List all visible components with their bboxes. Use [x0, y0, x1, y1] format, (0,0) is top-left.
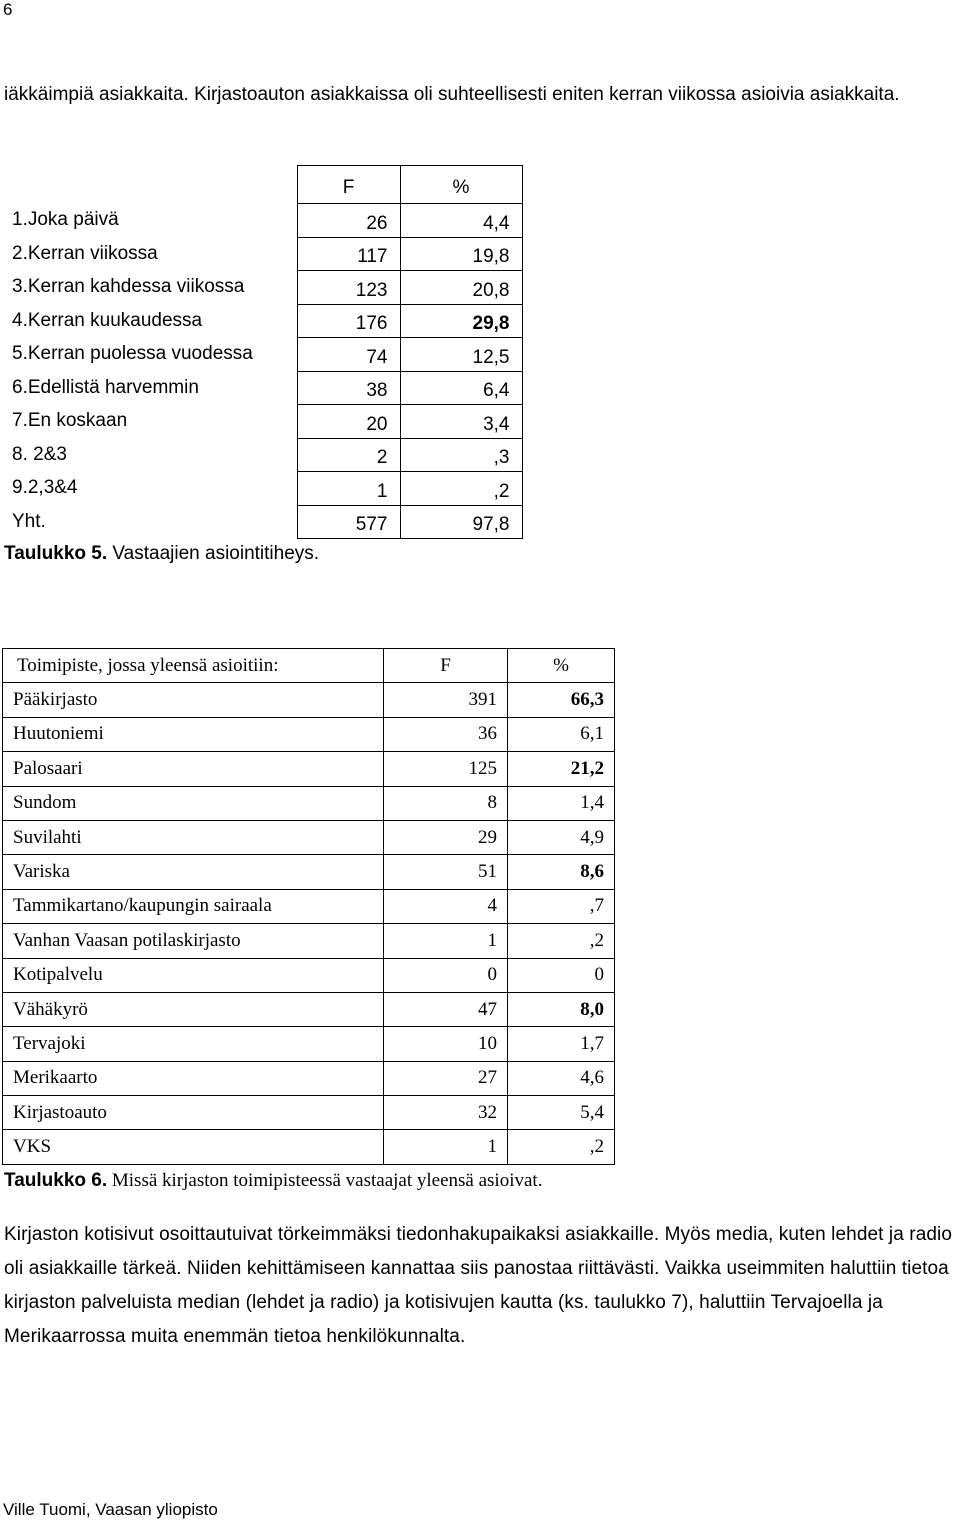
row-frequency: 117	[297, 237, 400, 271]
row-percent: ,2	[508, 924, 615, 958]
row-frequency: 32	[384, 1096, 508, 1130]
table-6-header-f: F	[384, 649, 508, 683]
row-percent: 20,8	[400, 271, 522, 305]
row-frequency: 29	[384, 820, 508, 854]
row-frequency: 123	[297, 271, 400, 305]
row-percent: 3,4	[400, 405, 522, 439]
body-paragraph: Kirjaston kotisivut osoittautuivat törkeimmäksi tiedonhakupaikaksi asiakkaille. Myös media, kuten lehdet ja radio oli asiakkaille tärkeä. Niiden kehittämiseen kannattaa siis panostaa riittävästi. Vaikka useimmiten haluttiin tietoa kirjaston palveluista median (lehdet ja radio) ja kotisivujen kautta (ks. taulukko 7), haluttiin Tervajoella ja Merikaarrossa muita enemmän tietoa henkilökunnalta.	[4, 1224, 953, 1347]
row-frequency: 36	[384, 717, 508, 751]
row-frequency: 125	[384, 752, 508, 786]
row-percent: 97,8	[400, 505, 522, 539]
row-percent: 8,6	[508, 855, 615, 889]
table-6-header-label: Toimipiste, jossa yleensä asioitiin:	[3, 649, 384, 683]
row-frequency: 20	[297, 405, 400, 439]
table-row	[3, 717, 615, 751]
table-row	[3, 992, 615, 1026]
table-5-caption-text: Vastaajien asiointitiheys.	[107, 543, 320, 564]
row-frequency: 1	[384, 924, 508, 958]
row-percent: 21,2	[508, 752, 615, 786]
row-label: 3.Kerran kahdessa viikossa	[12, 276, 245, 298]
row-label: Pääkirjasto	[3, 683, 384, 717]
row-label: Sundom	[3, 786, 384, 820]
row-frequency: 47	[384, 992, 508, 1026]
row-frequency: 176	[297, 304, 400, 338]
row-frequency: 4	[384, 889, 508, 923]
table-5-header-pct: %	[400, 166, 522, 204]
row-label: Suvilahti	[3, 820, 384, 854]
row-percent: 5,4	[508, 1096, 615, 1130]
row-frequency: 26	[297, 204, 400, 238]
row-label: 4.Kerran kuukaudessa	[12, 309, 203, 331]
row-frequency: 74	[297, 338, 400, 372]
table-5-caption-label: Taulukko 5.	[4, 543, 108, 564]
table-row	[3, 958, 615, 992]
table-row	[3, 1130, 615, 1164]
row-frequency: 38	[297, 371, 400, 405]
row-frequency: 2	[297, 438, 400, 472]
row-percent: 4,9	[508, 820, 615, 854]
row-percent: ,7	[508, 889, 615, 923]
row-percent: 29,8	[400, 304, 522, 338]
row-frequency: 1	[384, 1130, 508, 1164]
row-frequency: 577	[297, 505, 400, 539]
row-label: Variska	[3, 855, 384, 889]
table-row	[0, 371, 522, 405]
footer-author: Ville Tuomi, Vaasan yliopisto	[3, 1500, 218, 1519]
row-percent: 6,4	[400, 371, 522, 405]
row-percent: 4,6	[508, 1061, 615, 1095]
row-label: 1.Joka päivä	[12, 209, 119, 231]
table-5-header	[0, 166, 522, 204]
row-frequency: 27	[384, 1061, 508, 1095]
table-row	[0, 304, 522, 338]
table-row	[3, 820, 615, 854]
row-label: 9.2,3&4	[12, 477, 78, 499]
row-label: VKS	[3, 1130, 384, 1164]
row-percent: 12,5	[400, 338, 522, 372]
page-number: 6	[3, 0, 13, 19]
table-6-header	[3, 649, 615, 683]
row-percent: 66,3	[508, 683, 615, 717]
table-row	[0, 472, 522, 506]
table-row	[0, 505, 522, 539]
table-row	[0, 237, 522, 271]
row-frequency: 1	[297, 472, 400, 506]
row-percent: 19,8	[400, 237, 522, 271]
row-label: 2.Kerran viikossa	[12, 242, 158, 264]
table-6	[2, 648, 615, 1165]
row-percent: 4,4	[400, 204, 522, 238]
row-percent: ,3	[400, 438, 522, 472]
table-row	[0, 438, 522, 472]
table-row	[3, 924, 615, 958]
table-row	[0, 204, 522, 238]
row-label: Merikaarto	[3, 1061, 384, 1095]
row-label: Yht.	[12, 510, 46, 532]
row-label: Vanhan Vaasan potilaskirjasto	[3, 924, 384, 958]
table-row	[3, 786, 615, 820]
table-5-caption	[4, 543, 319, 565]
row-label: Tammikartano/kaupungin sairaala	[3, 889, 384, 923]
row-label: Tervajoki	[3, 1027, 384, 1061]
table-5-header-label	[0, 166, 297, 204]
row-frequency: 10	[384, 1027, 508, 1061]
row-label: Kirjastoauto	[3, 1096, 384, 1130]
table-6-caption-text: Missä kirjaston toimipisteessä vastaajat yleensä asioivat.	[107, 1170, 543, 1191]
row-label: Kotipalvelu	[3, 958, 384, 992]
table-row	[0, 271, 522, 305]
table-6-caption-label: Taulukko 6.	[4, 1170, 108, 1191]
row-percent: 6,1	[508, 717, 615, 751]
row-percent: ,2	[400, 472, 522, 506]
table-row	[3, 683, 615, 717]
table-row	[0, 338, 522, 372]
row-label: 7.En koskaan	[12, 410, 128, 432]
table-row	[0, 405, 522, 439]
row-frequency: 391	[384, 683, 508, 717]
table-6-header-pct: %	[508, 649, 615, 683]
row-label: 5.Kerran puolessa vuodessa	[12, 343, 253, 365]
row-label: 6.Edellistä harvemmin	[12, 376, 199, 398]
row-percent: 0	[508, 958, 615, 992]
table-row	[3, 752, 615, 786]
row-percent: 1,7	[508, 1027, 615, 1061]
row-frequency: 8	[384, 786, 508, 820]
row-label: Huutoniemi	[3, 717, 384, 751]
intro-paragraph: iäkkäimpiä asiakkaita. Kirjastoauton asiakkaissa oli suhteellisesti eniten kerran viikossa asioivia asiakkaita.	[4, 84, 900, 105]
row-frequency: 0	[384, 958, 508, 992]
table-row	[3, 889, 615, 923]
table-5	[0, 165, 523, 539]
row-label: Vähäkyrö	[3, 992, 384, 1026]
table-row	[3, 1027, 615, 1061]
table-row	[3, 855, 615, 889]
row-label: 8. 2&3	[12, 443, 67, 465]
table-5-header-f: F	[297, 166, 400, 204]
row-label: Palosaari	[3, 752, 384, 786]
row-percent: ,2	[508, 1130, 615, 1164]
row-percent: 8,0	[508, 992, 615, 1026]
table-row	[3, 1096, 615, 1130]
table-6-caption	[4, 1170, 542, 1192]
row-frequency: 51	[384, 855, 508, 889]
table-row	[3, 1061, 615, 1095]
row-percent: 1,4	[508, 786, 615, 820]
